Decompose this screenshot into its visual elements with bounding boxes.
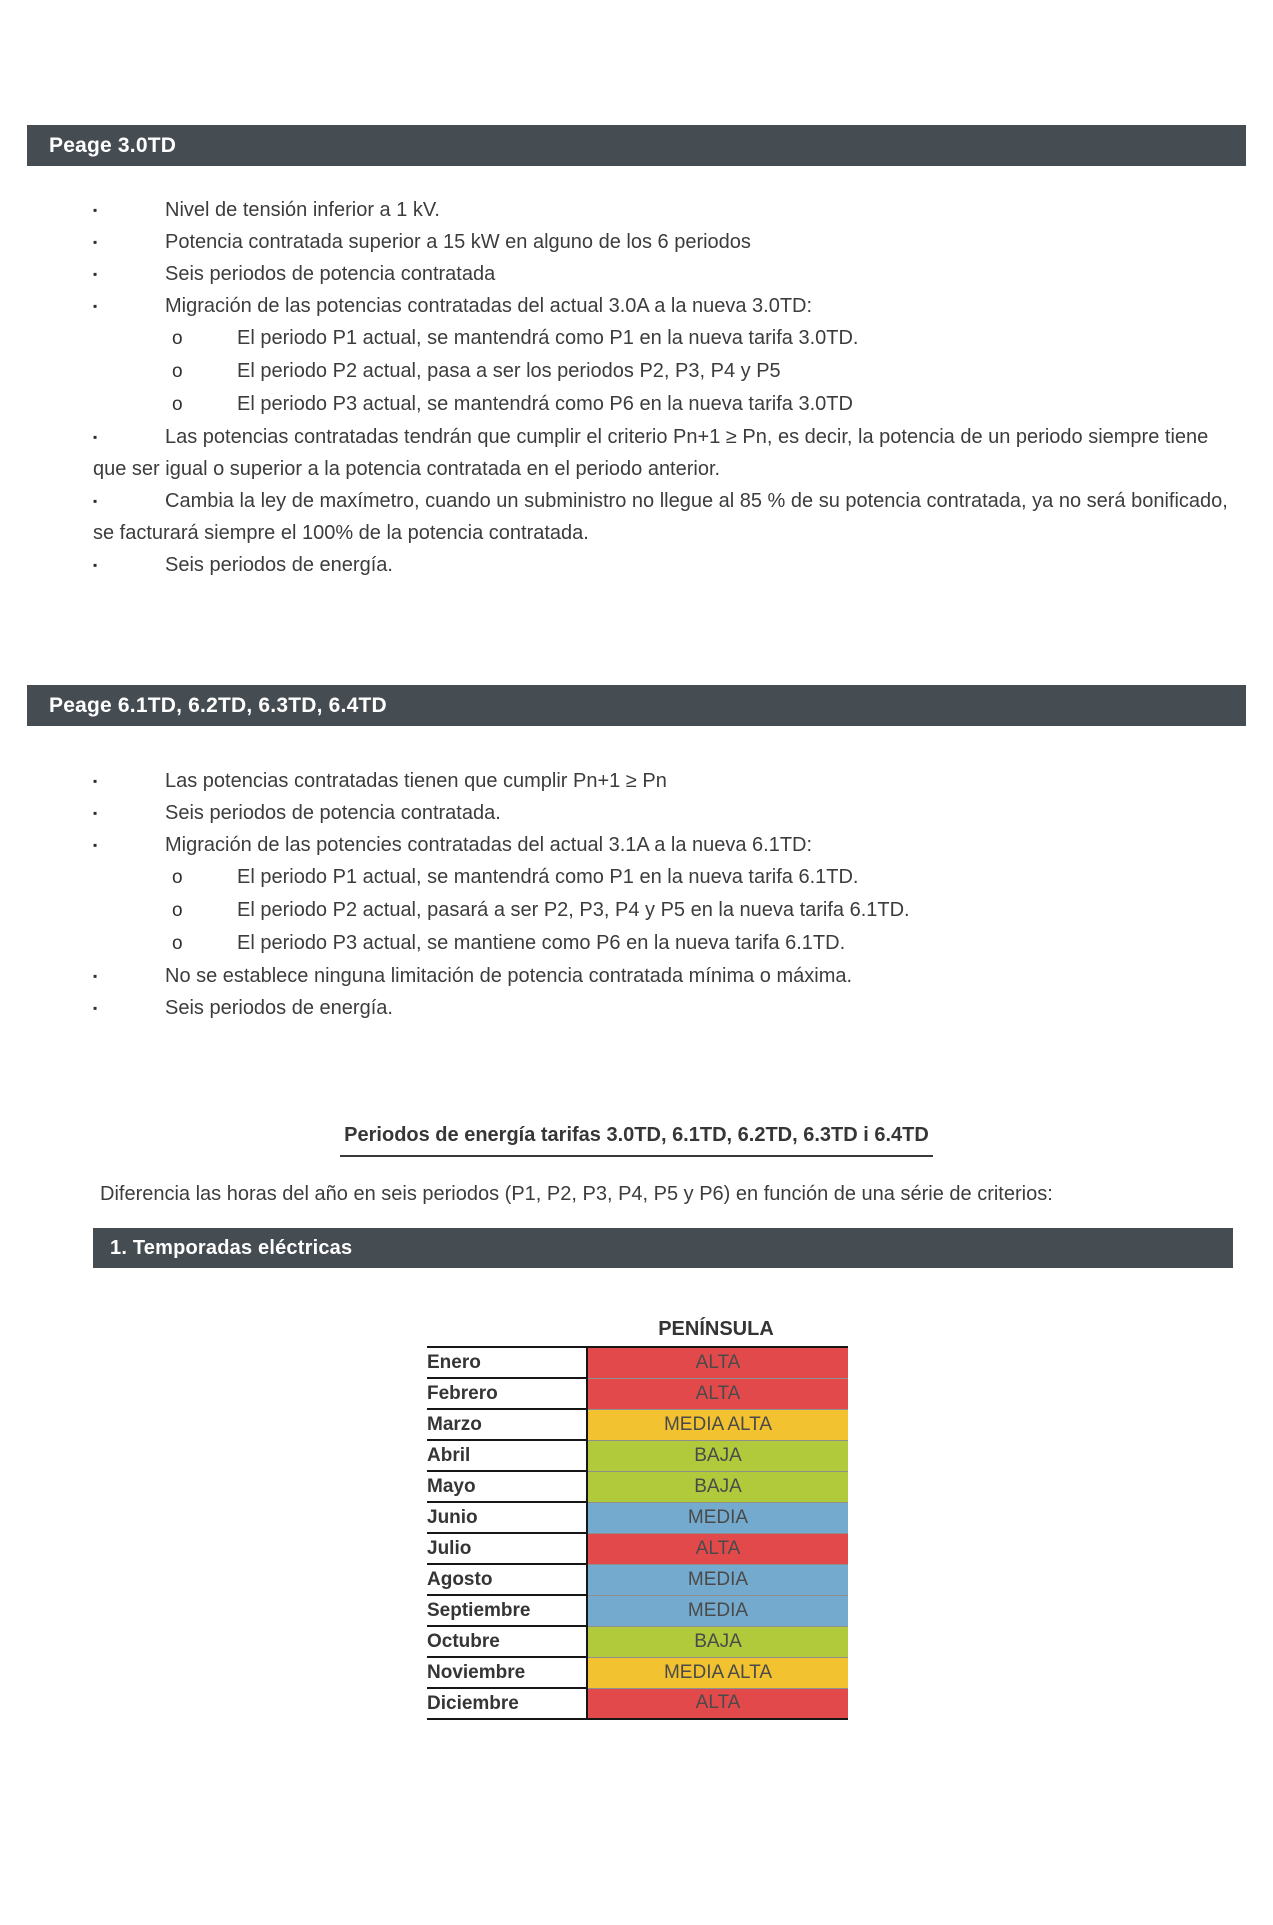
season-cell: MEDIA [587,1502,848,1533]
table-row [427,1378,848,1409]
season-cell: BAJA [587,1626,848,1657]
sub-bullet-text: El periodo P1 actual, se mantendrá como P1 en la nueva tarifa 3.0TD. [237,327,859,349]
table-row [427,1657,848,1688]
table-row [427,1533,848,1564]
month-cell: Abril [427,1440,587,1471]
bullet-item [93,829,1243,861]
season-cell: ALTA [587,1688,848,1719]
month-cell: Diciembre [427,1688,587,1719]
month-cell: Julio [427,1533,587,1564]
sub-bullet-text: El periodo P2 actual, pasará a ser P2, P3, P4 y P5 en la nueva tarifa 6.1TD. [237,899,910,921]
table-row [427,1471,848,1502]
section-header-peage-30td [27,125,1246,166]
month-cell: Junio [427,1502,587,1533]
bullet-marker: ▪ [93,774,98,788]
table-row [427,1440,848,1471]
section-header-temporadas [93,1228,1233,1268]
month-cell: Agosto [427,1564,587,1595]
energy-periods-title: Periodos de energía tarifas 3.0TD, 6.1TD, 6.2TD, 6.3TD i 6.4TD [340,1124,933,1157]
bullet-item [93,194,1243,226]
bullet-item [93,258,1243,290]
season-cell: MEDIA [587,1564,848,1595]
bullet-text: No se establece ninguna limitación de potencia contratada mínima o máxima. [165,965,853,987]
bullet-text: Las potencias contratadas tendrán que cumplir el criterio Pn+1 ≥ Pn, es decir, la potencia de un periodo siempre tiene que ser igual o superior a la potencia contratada en el periodo anterior. [93,426,1209,480]
bullet-item [93,485,1243,549]
bullet-item [93,549,1243,581]
months-table [427,1346,848,1720]
season-cell: BAJA [587,1440,848,1471]
sub-bullet-text: El periodo P1 actual, se mantendrá como P1 en la nueva tarifa 6.1TD. [237,866,859,888]
table-row [427,1564,848,1595]
section-title: Peage 3.0TD [49,134,177,157]
sub-bullet-item [93,861,1243,894]
bullet-item [93,960,1243,992]
month-cell: Septiembre [427,1595,587,1626]
document-page [0,125,1273,1925]
section-title: 1. Temporadas eléctricas [110,1237,353,1259]
bullet-text: Seis periodos de energía. [165,554,393,576]
table-row [427,1688,848,1719]
section-title: Peage 6.1TD, 6.2TD, 6.3TD, 6.4TD [49,694,387,717]
table-row [427,1409,848,1440]
bullet-marker: ▪ [93,838,98,852]
season-cell: MEDIA [587,1595,848,1626]
sub-bullet-text: El periodo P3 actual, se mantiene como P6 en la nueva tarifa 6.1TD. [237,932,846,954]
sub-bullet-marker: o [172,900,183,921]
bullet-marker: ▪ [93,494,98,508]
sub-bullet-item [93,894,1243,927]
month-cell: Noviembre [427,1657,587,1688]
energy-periods-title-wrap [0,1124,1273,1157]
table-row [427,1347,848,1378]
sub-bullet-item [93,388,1243,421]
season-cell: MEDIA ALTA [587,1409,848,1440]
table-header-spacer [427,1318,586,1341]
sub-bullet-text: El periodo P2 actual, pasa a ser los periodos P2, P3, P4 y P5 [237,360,781,382]
bullet-text: Seis periodos de potencia contratada. [165,802,501,824]
season-cell: ALTA [587,1347,848,1378]
month-cell: Febrero [427,1378,587,1409]
bullet-text: Migración de las potencies contratadas del actual 3.1A a la nueva 6.1TD: [165,834,813,856]
table-row [427,1595,848,1626]
sub-bullet-item [93,927,1243,960]
bullet-item [93,421,1243,485]
season-cell: ALTA [587,1533,848,1564]
bullet-list-peage-6xtd [93,765,1243,1024]
intro-paragraph: Diferencia las horas del año en seis periodos (P1, P2, P3, P4, P5 y P6) en función de una série de criterios: [100,1183,1053,1205]
peninsula-column-header: PENÍNSULA [658,1318,774,1340]
bullet-item [93,765,1243,797]
season-cell: ALTA [587,1378,848,1409]
sub-bullet-item [93,355,1243,388]
bullet-text: Cambia la ley de maxímetro, cuando un subministro no llegue al 85 % de su potencia contratada, ya no será bonificado, se facturará siempre el 100% de la potencia contratada. [93,490,1228,544]
bullet-marker: ▪ [93,235,98,249]
bullet-marker: ▪ [93,430,98,444]
sub-bullet-marker: o [172,361,183,382]
sub-bullet-marker: o [172,867,183,888]
section-header-peage-6xtd [27,685,1246,726]
table-row [427,1626,848,1657]
month-cell: Octubre [427,1626,587,1657]
bullet-text: Nivel de tensión inferior a 1 kV. [165,199,440,221]
sub-bullet-text: El periodo P3 actual, se mantendrá como P6 en la nueva tarifa 3.0TD [237,393,853,415]
bullet-marker: ▪ [93,969,98,983]
bullet-list-peage-30td [93,194,1243,581]
month-cell: Enero [427,1347,587,1378]
month-cell: Mayo [427,1471,587,1502]
bullet-marker: ▪ [93,806,98,820]
bullet-text: Las potencias contratadas tienen que cumplir Pn+1 ≥ Pn [165,770,667,792]
bullet-item [93,226,1243,258]
bullet-marker: ▪ [93,558,98,572]
seasons-table-block [427,1318,846,1720]
sub-bullet-marker: o [172,933,183,954]
bullet-item [93,797,1243,829]
bullet-marker: ▪ [93,203,98,217]
season-cell: BAJA [587,1471,848,1502]
sub-bullet-marker: o [172,328,183,349]
season-cell: MEDIA ALTA [587,1657,848,1688]
sub-bullet-item [93,322,1243,355]
bullet-marker: ▪ [93,267,98,281]
table-row [427,1502,848,1533]
bullet-text: Potencia contratada superior a 15 kW en alguno de los 6 periodos [165,231,751,253]
bullet-item [93,992,1243,1024]
bullet-marker: ▪ [93,299,98,313]
bullet-marker: ▪ [93,1001,98,1015]
sub-bullet-marker: o [172,394,183,415]
bullet-text: Seis periodos de potencia contratada [165,263,496,285]
bullet-text: Migración de las potencias contratadas del actual 3.0A a la nueva 3.0TD: [165,295,813,317]
bullet-text: Seis periodos de energía. [165,997,393,1019]
bullet-item [93,290,1243,322]
month-cell: Marzo [427,1409,587,1440]
table-header-row [427,1318,846,1341]
